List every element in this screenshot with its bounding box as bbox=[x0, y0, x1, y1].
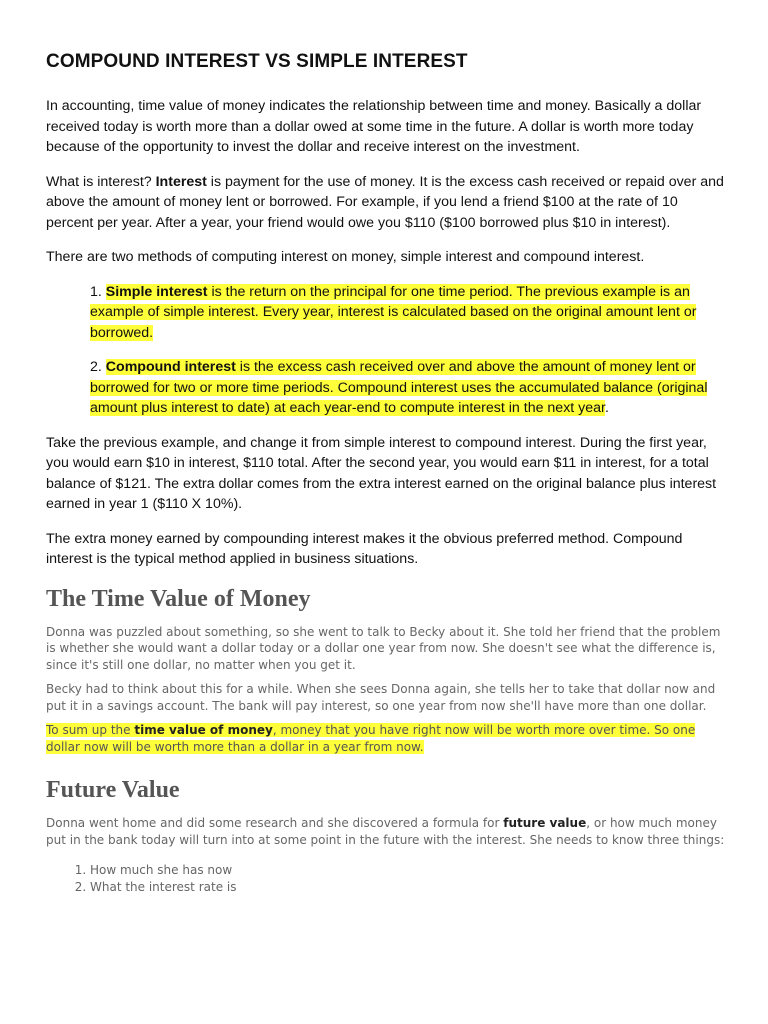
list-item-period: . bbox=[605, 400, 609, 416]
section-heading-future-value: Future Value bbox=[46, 777, 180, 803]
list-item-compound-interest bbox=[90, 357, 726, 419]
interest-term: Interest bbox=[155, 173, 207, 190]
tvm-paragraph-2: Becky had to think about this for a while. When she sees Donna again, she tells her to take that dollar now and put it in a savings account. The bank will pay interest, so one year from now she'll have more than one dollar. bbox=[46, 682, 716, 713]
conclusion-paragraph: The extra money earned by compounding interest makes it the obvious preferred method. Compound interest is the typical method applied in business situations. bbox=[46, 530, 683, 567]
simple-interest-definition: is the return on the principal for one time period. The previous example is an example of simple interest. Every year, interest is calculated based on the original amount lent or borrowed. bbox=[90, 283, 697, 341]
simple-interest-term: Simple interest bbox=[105, 283, 208, 300]
highlighted-text bbox=[46, 723, 695, 754]
future-value-requirements-list bbox=[46, 862, 726, 895]
interest-definition-paragraph bbox=[46, 172, 726, 234]
highlighted-text bbox=[90, 359, 707, 416]
methods-intro-paragraph: There are two methods of computing interest on money, simple interest and compound interest. bbox=[46, 249, 645, 265]
highlighted-text bbox=[90, 284, 696, 341]
interest-question: What is interest? bbox=[46, 173, 156, 190]
list-item: 1. How much she has now bbox=[90, 862, 726, 879]
intro-paragraph: In accounting, time value of money indicates the relationship between time and money. Basically a dollar received today is worth more than a dollar owed at some time in the future. A dollar is worth more today because of the opportunity to invest the dollar and receive interest on the investment. bbox=[46, 98, 702, 155]
section-heading-time-value: The Time Value of Money bbox=[46, 585, 311, 612]
fv-paragraph bbox=[46, 815, 726, 848]
list-number: 1. bbox=[90, 283, 106, 300]
fv-lead: Donna went home and did some research and she discovered a formula for bbox=[46, 816, 504, 830]
compound-interest-definition: is the excess cash received over and above the amount of money lent or borrowed for two or more time periods. Compound interest uses the accumulated balance (original amount plus interest to date) at each year-end to compute interest in the next year bbox=[90, 359, 708, 416]
interest-definition: is payment for the use of money. It is the excess cash received or repaid over and above the amount of money lent or borrowed. For example, if you lend a friend $100 at the rate of 10 percent per year. After a year, your friend would owe you $110 ($100 borrowed plus $10 in interest). bbox=[46, 173, 724, 231]
time-value-term: time value of money bbox=[134, 723, 273, 737]
tvm-paragraph-1: Donna was puzzled about something, so she went to talk to Becky about it. She told her friend that the problem is whether she would want a dollar today or a dollar one year from now. She doesn't see what the difference is, since it's still one dollar, no matter when you get it. bbox=[46, 624, 721, 672]
tvm-summary-lead: To sum up the bbox=[46, 723, 135, 737]
interest-methods-list bbox=[46, 282, 726, 419]
tvm-summary-paragraph bbox=[46, 722, 726, 755]
document-title: COMPOUND INTEREST VS SIMPLE INTEREST bbox=[46, 51, 468, 72]
example-paragraph: Take the previous example, and change it from simple interest to compound interest. During the first year, you would earn $10 in interest, $110 total. After the second year, you would earn $11 in interest, for a total balance of $121. The extra dollar comes from the extra interest earned on the original balance plus interest earned in year 1 ($110 X 10%). bbox=[46, 434, 717, 512]
fv-rest: , or how much money put in the bank today will turn into at some point in the future with the interest. She needs to know three things: bbox=[46, 816, 725, 847]
list-item-simple-interest bbox=[90, 282, 726, 344]
list-item: 2. What the interest rate is bbox=[90, 879, 726, 896]
compound-interest-term: Compound interest bbox=[105, 359, 236, 375]
document-page bbox=[46, 50, 726, 895]
list-number: 2. bbox=[90, 359, 106, 375]
tvm-summary-rest: , money that you have right now will be worth more over time. So one dollar now will be worth more than a dollar in a year from now. bbox=[46, 723, 696, 754]
future-value-term: future value bbox=[503, 816, 587, 830]
